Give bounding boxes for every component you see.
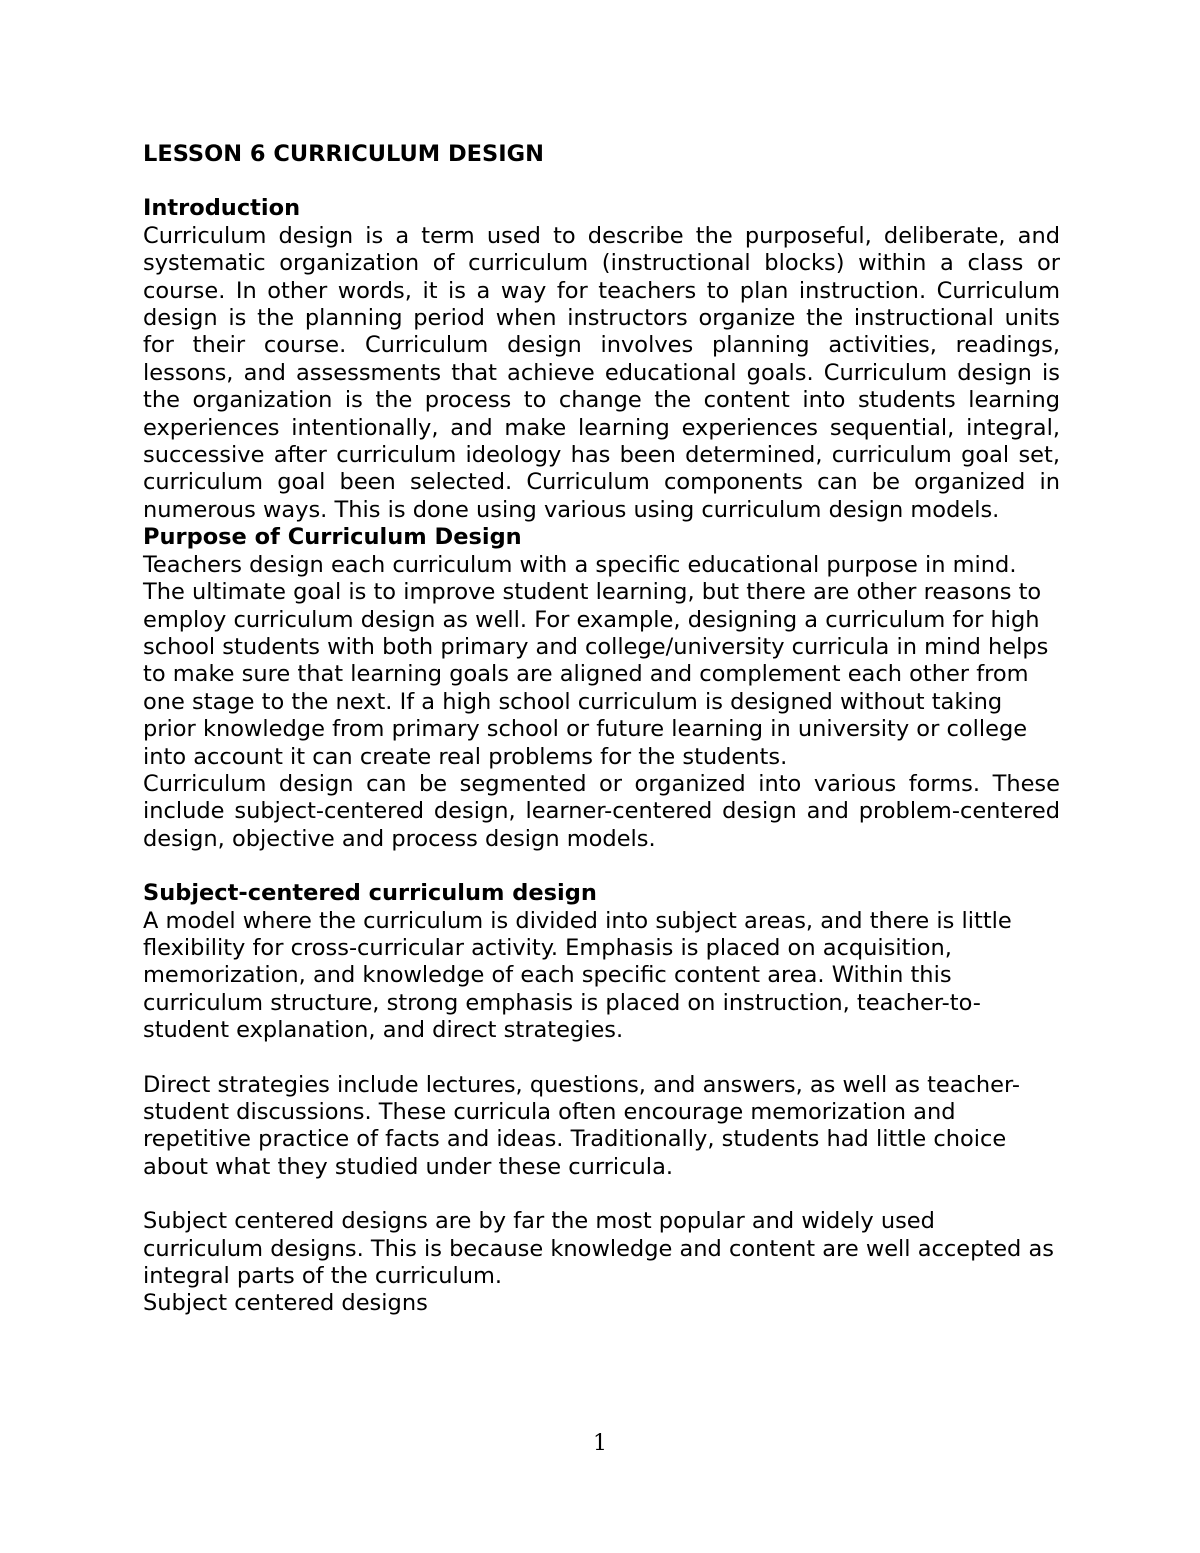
paragraph-spacer <box>143 1045 1060 1072</box>
introduction-heading: Introduction <box>143 195 301 222</box>
purpose-heading: Purpose of Curriculum Design <box>143 524 522 551</box>
document-title: LESSON 6 CURRICULUM DESIGN <box>143 141 544 167</box>
design-forms-paragraph: Curriculum design can be segmented or organized into various forms. These include subject-centered design, learner-centered design and problem-centered design, objective and process design models. <box>143 770 1060 852</box>
subject-centered-heading: Subject-centered curriculum design <box>143 880 597 907</box>
subject-centered-paragraph-4: Subject centered designs <box>143 1290 428 1317</box>
introduction-paragraph: Curriculum design is a term used to describe the purposeful, deliberate, and systematic organization of curriculum (instructional blocks) within a class or course. In other words, it is a way for teachers to plan instruction. Curriculum design is the planning period when instructors organize the instructional units for their course. Curriculum design involves planning activities, readings, lessons, and assessments that achieve educational goals. Curriculum design is the organization is the process to change the content into students learning experiences intentionally, and make learning experiences sequential, integral, successive after curriculum ideology has been determined, curriculum goal set, curriculum goal been selected. Curriculum components can be organized in numerous ways. This is done using various using curriculum design models. <box>143 222 1060 523</box>
subject-centered-paragraph-1: A model where the curriculum is divided into subject areas, and there is little flexibility for cross-curricular activity. Emphasis is placed on acquisition, memorization, and knowledge of each specific content area. Within this curriculum structure, strong emphasis is placed on instruction, teacher-to-student explanation, and direct strategies. <box>143 907 1012 1044</box>
paragraph-spacer <box>143 1181 1060 1208</box>
subject-centered-paragraph-3: Subject centered designs are by far the most popular and widely used curriculum designs. This is because knowledge and content are well accepted as integral parts of the curriculum. <box>143 1208 1054 1290</box>
document-body <box>143 141 1060 1318</box>
purpose-paragraph: Teachers design each curriculum with a specific educational purpose in mind. The ultimate goal is to improve student learning, but there are other reasons to employ curriculum design as well. For example, designing a curriculum for high school students with both primary and college/university curricula in mind helps to make sure that learning goals are aligned and complement each other from one stage to the next. If a high school curriculum is designed without taking prior knowledge from primary school or future learning in university or college into account it can create real problems for the students. <box>143 551 1049 770</box>
page-number: 1 <box>593 1431 607 1456</box>
subject-centered-paragraph-2: Direct strategies include lectures, questions, and answers, as well as teacher-student discussions. These curricula often encourage memorization and repetitive practice of facts and ideas. Traditionally, students had little choice about what they studied under these curricula. <box>143 1071 1020 1180</box>
paragraph-spacer <box>143 853 1060 880</box>
